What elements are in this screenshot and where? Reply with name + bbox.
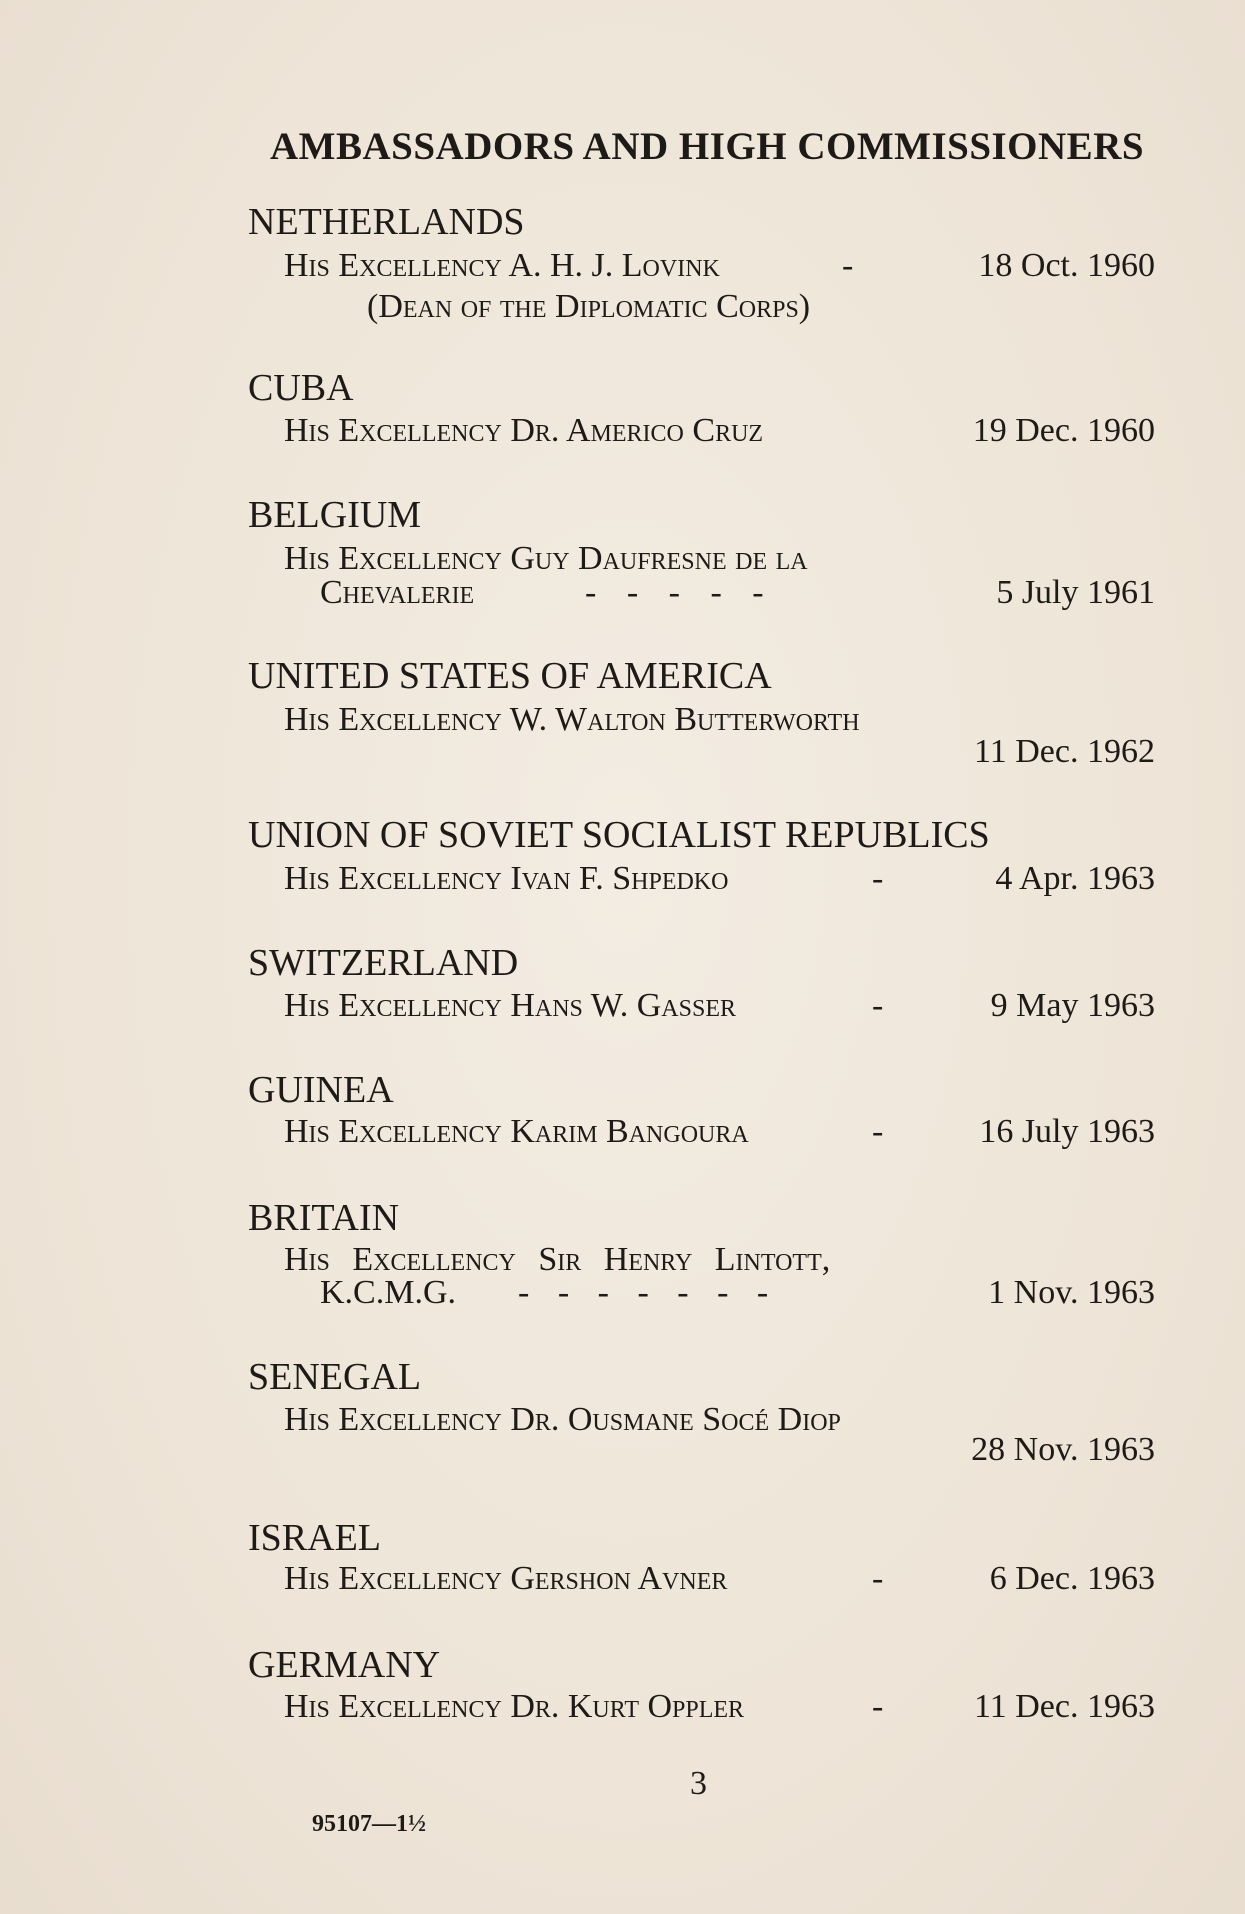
entry-cuba	[284, 412, 1155, 454]
entry-senegal-date	[284, 1431, 1155, 1473]
entry-note: (Dean of the Diplomatic Corps)	[367, 288, 811, 325]
leader-dashes: -	[872, 1688, 884, 1725]
country-senegal: SENEGAL	[248, 1356, 422, 1398]
country-britain: BRITAIN	[248, 1197, 400, 1239]
envoy-name: His Excellency A. H. J. Lovink	[284, 247, 720, 284]
accreditation-date: 9 May 1963	[990, 987, 1155, 1024]
accreditation-date: 28 Nov. 1963	[971, 1431, 1155, 1468]
envoy-name: His Excellency Karim Bangoura	[284, 1113, 749, 1150]
accreditation-date: 11 Dec. 1963	[974, 1688, 1155, 1725]
accreditation-date: 16 July 1963	[979, 1113, 1155, 1150]
leader-dashes: -	[872, 987, 884, 1024]
envoy-name: His Excellency Dr. Ousmane Socé Diop	[284, 1401, 841, 1438]
print-code: 95107—1½	[312, 1811, 426, 1837]
accreditation-date: 18 Oct. 1960	[978, 247, 1155, 284]
envoy-name-continued: Chevalerie	[320, 574, 475, 611]
country-guinea: GUINEA	[248, 1069, 394, 1111]
envoy-name: His Excellency Guy Daufresne de la	[284, 540, 808, 577]
page-number: 3	[690, 1765, 707, 1802]
country-usa: UNITED STATES OF AMERICA	[248, 655, 772, 697]
entry-usa-date	[284, 733, 1155, 775]
country-israel: ISRAEL	[248, 1517, 381, 1559]
accreditation-date: 1 Nov. 1963	[988, 1274, 1155, 1311]
entry-guinea	[284, 1113, 1155, 1155]
leader-dashes: - - - - -	[585, 574, 764, 611]
leader-dashes: -	[872, 860, 884, 897]
country-cuba: CUBA	[248, 367, 354, 409]
accreditation-date: 6 Dec. 1963	[989, 1560, 1155, 1597]
entry-britain-continued	[320, 1274, 1155, 1316]
entry-switzerland	[284, 987, 1155, 1029]
envoy-name: His Excellency Dr. Kurt Oppler	[284, 1688, 745, 1725]
accreditation-date: 11 Dec. 1962	[974, 733, 1155, 770]
accreditation-date: 5 July 1961	[996, 574, 1155, 611]
accreditation-date: 19 Dec. 1960	[972, 412, 1155, 449]
page-heading: AMBASSADORS AND HIGH COMMISSIONERS	[270, 125, 1145, 168]
entry-germany	[284, 1688, 1155, 1730]
envoy-name: His Excellency Dr. Americo Cruz	[284, 412, 764, 449]
envoy-name: His Excellency Gershon Avner	[284, 1560, 728, 1597]
leader-dashes: - - - - - - -	[518, 1274, 769, 1311]
country-belgium: BELGIUM	[248, 494, 422, 536]
accreditation-date: 4 Apr. 1963	[995, 860, 1155, 897]
country-switzerland: SWITZERLAND	[248, 942, 519, 984]
entry-netherlands	[284, 247, 1155, 289]
leader-dashes: -	[872, 1560, 884, 1597]
leader-dashes: -	[872, 1113, 884, 1150]
envoy-name: His Excellency Ivan F. Shpedko	[284, 860, 729, 897]
envoy-name-continued: K.C.M.G.	[320, 1274, 457, 1311]
leader-dashes: -	[842, 247, 854, 284]
country-netherlands: NETHERLANDS	[248, 201, 525, 243]
entry-belgium-continued	[320, 574, 1155, 616]
entry-ussr	[284, 860, 1155, 902]
envoy-name: His Excellency Sir Henry Lintott,	[284, 1241, 831, 1278]
envoy-name: His Excellency Hans W. Gasser	[284, 987, 736, 1024]
country-germany: GERMANY	[248, 1644, 441, 1686]
entry-israel	[284, 1560, 1155, 1602]
envoy-name: His Excellency W. Walton Butterworth	[284, 701, 860, 738]
country-ussr: UNION OF SOVIET SOCIALIST REPUBLICS	[248, 814, 990, 856]
